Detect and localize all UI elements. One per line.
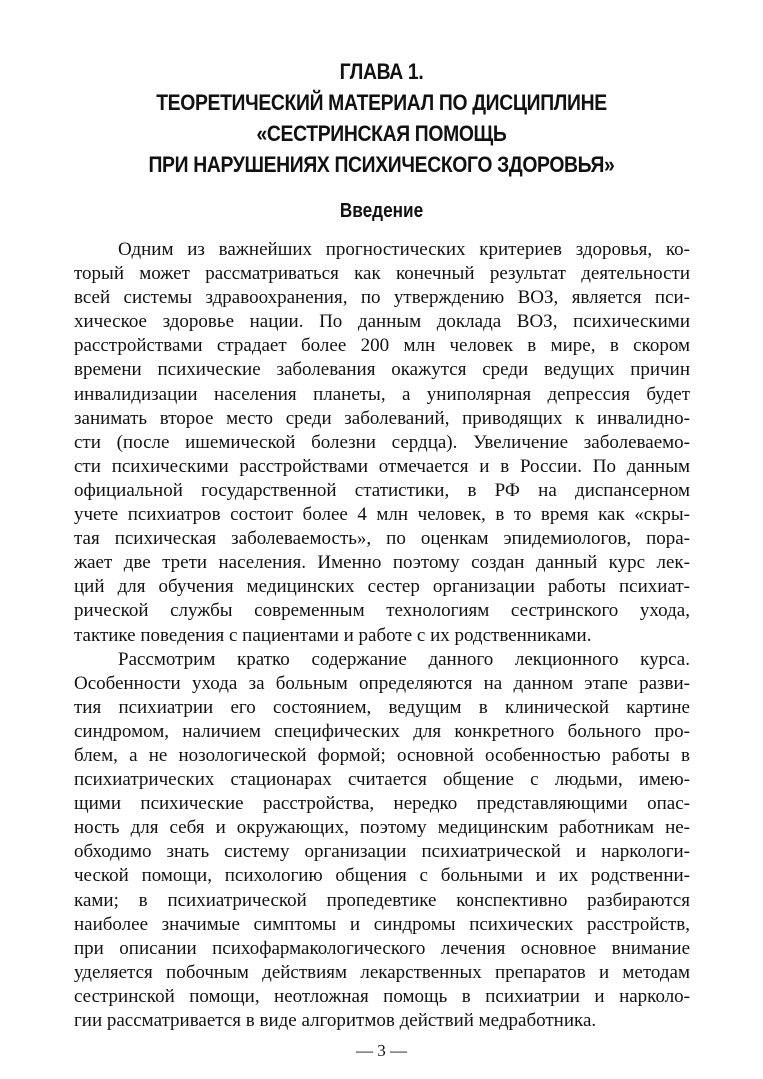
chapter-heading (88, 56, 675, 180)
text-line: торый может рассматриваться как конечный результат деятельности (74, 263, 690, 285)
text-line: ками; в психиатрической пропедевтике конспективно разбираются (74, 889, 690, 911)
text-line: ческой помощи, психологию общения с больными и их родственни- (74, 865, 690, 887)
text-line: при описании психофармакологического лечения основное внимание (74, 937, 690, 959)
text-line: ций для обучения медицинских сестер организации работы психиат- (74, 576, 690, 598)
text-line: тия психиатрии его состоянием, ведущим в клинической картине (74, 696, 690, 718)
text-line: тая психическая заболеваемость», по оценкам эпидемиологов, пора- (74, 528, 690, 550)
text-line: времени психические заболевания окажутся среди ведущих причин (74, 359, 690, 381)
text-line: всей системы здравоохранения, по утверждению ВОЗ, является пси- (74, 287, 690, 309)
text-line: гии рассматривается в виде алгоритмов действий медработника. (74, 1010, 597, 1031)
text-line: занимать второе место среди заболеваний, приводящих к инвалидно- (74, 407, 690, 429)
text-line: блем, а не нозологической формой; основной особенностью работы в (74, 744, 690, 766)
chapter-title-line: ПРИ НАРУШЕНИЯХ ПСИХИЧЕСКОГО ЗДОРОВЬЯ» (148, 152, 615, 177)
text-line: сестринской помощи, неотложная помощь в психиатрии и нарколо- (74, 985, 690, 1007)
text-line: уделяется побочным действиям лекарственных препаратов и методам (74, 961, 690, 983)
text-line: официальной государственной статистики, в РФ на диспансерном (74, 479, 690, 501)
text-line: обходимо знать систему организации психиатрической и наркологи- (74, 841, 690, 863)
text-line: щими психические расстройства, нередко представляющими опас- (74, 793, 690, 815)
section-title: Введение (339, 200, 424, 222)
text-line: психиатрических стационарах считается общение с людьми, имею- (74, 769, 690, 791)
text-line: рической службы современным технологиям сестринского ухода, (74, 600, 690, 622)
text-line: расстройствами страдает более 200 млн человек в мире, в скором (74, 335, 690, 357)
text-line: жает две трети населения. Именно поэтому создан данный курс лек- (74, 552, 690, 574)
text-line: хическое здоровье нации. По данным доклада ВОЗ, психическими (74, 311, 690, 333)
text-line: учете психиатров состоит более 4 млн человек, в то время как «скры- (74, 504, 690, 526)
text-line: сти психическими расстройствами отмечается и в России. По данным (74, 455, 690, 477)
text-line: сти (после ишемической болезни сердца). Увеличение заболеваемо- (74, 431, 690, 453)
text-line: наиболее значимые симптомы и синдромы психических расстройств, (74, 913, 690, 935)
chapter-title-line: «СЕСТРИНСКАЯ ПОМОЩЬ (256, 121, 507, 146)
chapter-number: ГЛАВА 1. (339, 59, 424, 84)
paragraph-course-overview (74, 648, 690, 1034)
page-number: — 3 — (356, 1041, 407, 1060)
paragraph-intro (74, 238, 690, 648)
text-line: Одним из важнейших прогностических критериев здоровья, ко- (118, 239, 690, 260)
text-line: ность для себя и окружающих, поэтому медицинским работникам не- (74, 817, 690, 839)
text-line: Рассмотрим кратко содержание данного лекционного курса. (118, 648, 690, 670)
body-text (74, 238, 690, 1033)
chapter-title-line: ТЕОРЕТИЧЕСКИЙ МАТЕРИАЛ ПО ДИСЦИПЛИНЕ (156, 90, 607, 115)
text-line: синдромом, наличием специфических для конкретного больного про- (74, 720, 690, 742)
text-line: Особенности ухода за больным определяются на данном этапе разви- (74, 672, 690, 694)
text-line: инвалидизации населения планеты, а униполярная депрессия будет (74, 383, 690, 405)
text-line: тактике поведения с пациентами и работе с их родственниками. (74, 624, 592, 646)
